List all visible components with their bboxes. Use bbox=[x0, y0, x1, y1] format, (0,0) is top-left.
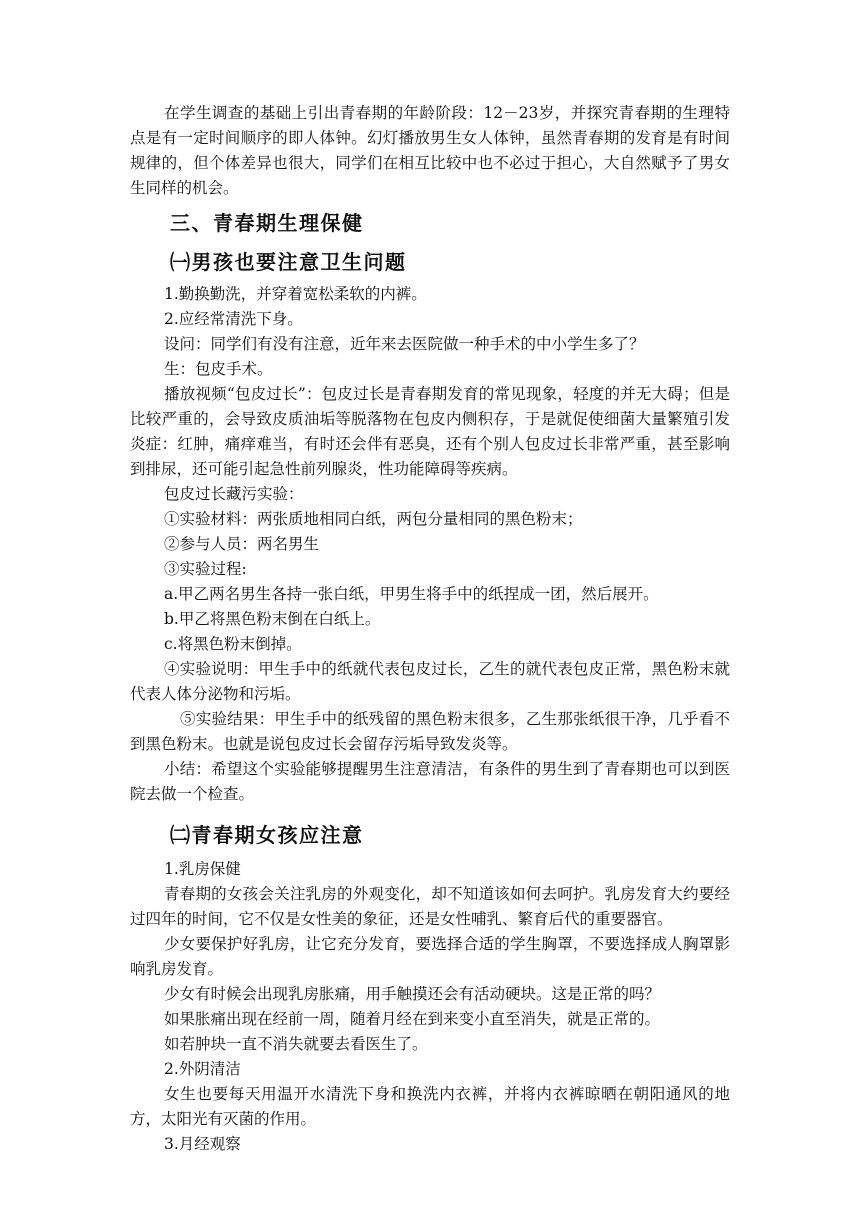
boys-item: 2.应经常清洗下身。 bbox=[164, 310, 303, 328]
experiment-step: ⑤实验结果：甲生手中的纸残留的黑色粉末很多，乙生那张纸很干净，几乎看不到黑色粉末。也就是说包皮过长会留存污垢导致发炎等。 bbox=[130, 710, 730, 753]
boys-item: 生：包皮手术。 bbox=[164, 360, 273, 378]
girls-item: 3.月经观察 bbox=[164, 1135, 241, 1153]
girls-paragraph: 如果胀痛出现在经前一周，随着月经在到来变小直至消失，就是正常的。 bbox=[164, 1010, 661, 1028]
intro-paragraph: 在学生调查的基础上引出青春期的年龄阶段：12－23岁，并探究青春期的生理特点是有一定时间顺序的即人体钟。幻灯播放男生女人体钟，虽然青春期的发育是有时间规律的，但个体差异也很大，同学们在相互比较中也不必过于担心，大自然赋予了男女生同样的机会。 bbox=[130, 104, 730, 197]
experiment-step: ④实验说明：甲生手中的纸就代表包皮过长，乙生的就代表包皮正常，黑色粉末就代表人体分泌物和污垢。 bbox=[130, 660, 730, 703]
girls-item: 1.乳房保健 bbox=[164, 860, 241, 878]
document-body bbox=[130, 101, 730, 1157]
subsection-heading-boys: ㈠男孩也要注意卫生问题 bbox=[170, 250, 407, 274]
girls-paragraph: 少女有时候会出现乳房胀痛，用手触摸还会有活动硬块。这是正常的吗？ bbox=[164, 985, 661, 1003]
girls-paragraph: 如若肿块一直不消失就要去看医生了。 bbox=[164, 1035, 428, 1053]
section-heading-physiological-care: 三、青春期生理保健 bbox=[170, 211, 364, 235]
boys-item: 包皮过长藏污实验： bbox=[164, 485, 304, 503]
experiment-substep: b.甲乙将黑色粉末倒在白纸上。 bbox=[164, 610, 381, 628]
boys-item: 1.勤换勤洗，并穿着宽松柔软的内裤。 bbox=[164, 285, 427, 303]
experiment-step: ③实验过程: bbox=[164, 560, 247, 578]
girls-item: 2.外阴清洁 bbox=[164, 1060, 241, 1078]
boys-item: 设问：同学们有没有注意，近年来去医院做一种手术的中小学生多了？ bbox=[164, 335, 645, 353]
subsection-heading-girls: ㈡青春期女孩应注意 bbox=[170, 823, 364, 847]
boys-summary: 小结：希望这个实验能够提醒男生注意清洁，有条件的男生到了青春期也可以到医院去做一个检查。 bbox=[130, 760, 730, 803]
experiment-step: ①实验材料：两张质地相同白纸，两包分量相同的黑色粉末； bbox=[164, 510, 583, 528]
girls-paragraph: 青春期的女孩会关注乳房的外观变化，却不知道该如何去呵护。乳房发育大约要经过四年的时间，它不仅是女性美的象征，还是女性哺乳、繁育后代的重要器官。 bbox=[130, 885, 730, 928]
boys-paragraph-video: 播放视频“包皮过长”：包皮过长是青春期发育的常见现象，轻度的并无大碍；但是比较严重的，会导致皮质油垢等脱落物在包皮内侧积存，于是就促使细菌大量繁殖引发炎症：红肿，痛痒难当，有时还会伴有恶臭，还有个别人包皮过长非常严重，甚至影响到排尿，还可能引起急性前列腺炎，性功能障碍等疾病。 bbox=[130, 385, 730, 478]
experiment-step: ②参与人员：两名男生 bbox=[164, 535, 320, 553]
girls-paragraph: 女生也要每天用温开水清洗下身和换洗内衣裤，并将内衣裤晾晒在朝阳通风的地方，太阳光有灭菌的作用。 bbox=[130, 1085, 730, 1128]
experiment-substep: c.将黑色粉末倒掉。 bbox=[164, 635, 302, 653]
girls-paragraph: 少女要保护好乳房，让它充分发育，要选择合适的学生胸罩，不要选择成人胸罩影响乳房发育。 bbox=[130, 935, 730, 978]
experiment-substep: a.甲乙两名男生各持一张白纸，甲男生将手中的纸捏成一团，然后展开。 bbox=[164, 585, 659, 603]
